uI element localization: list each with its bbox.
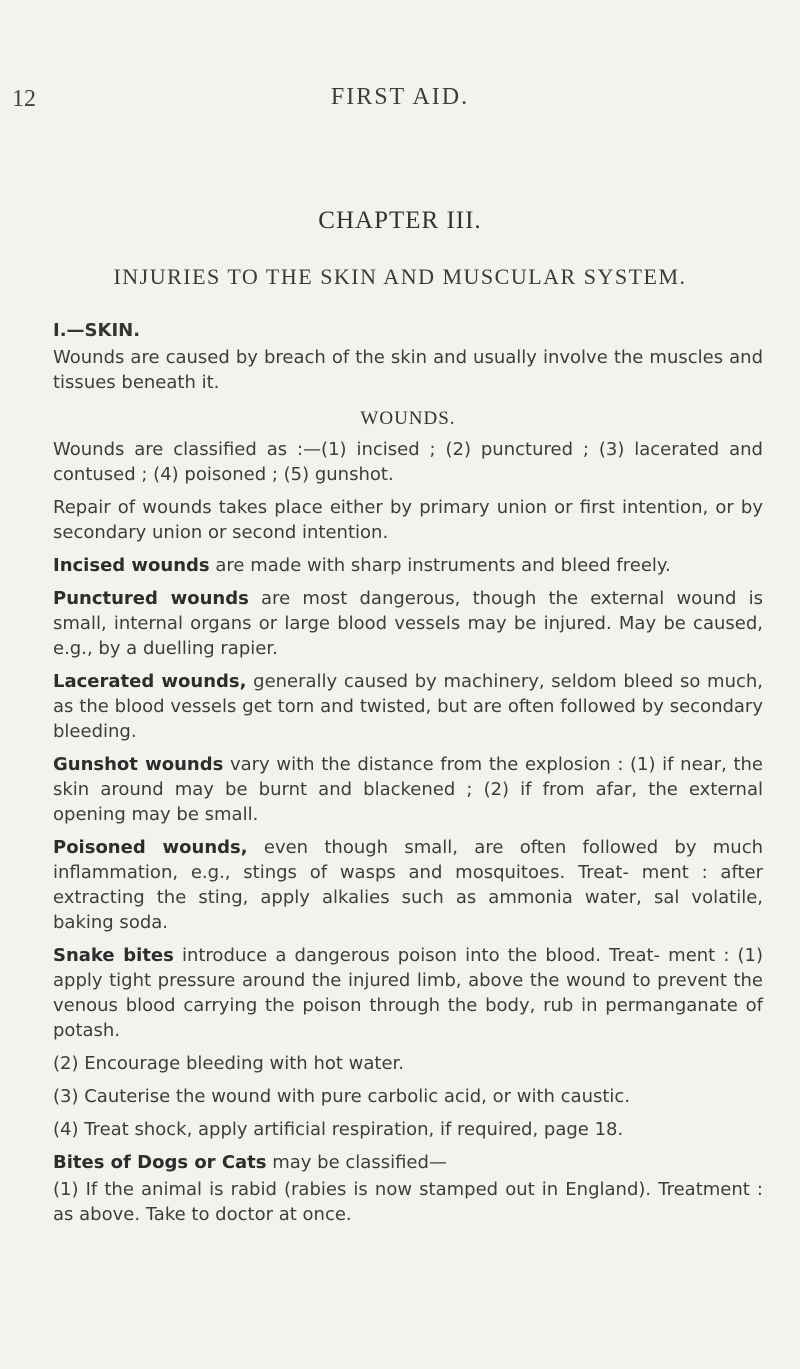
body-text (53, 318, 763, 1235)
paragraph-bites-1: (1) If the animal is rabid (rabies is now stamped out in England). Treatment : as above. Take to doctor at once. (53, 1179, 763, 1225)
text-snake: introduce a dangerous poison into the blood. Treat- ment : (1) apply tight pressure around the injured limb, above the wound to prevent the venous blood carrying the poison through the body, rub in permanganate of potash. (53, 945, 764, 1041)
chapter-subtitle: INJURIES TO THE SKIN AND MUSCULAR SYSTEM. (113, 264, 687, 289)
paragraph-incised (53, 553, 763, 578)
text-punctured: are most dangerous, though the external wound is small, internal organs or large blood vessels may be injured. May be caused, e.g., by a duelling rapier. (53, 588, 764, 659)
paragraph-skin-intro: Wounds are caused by breach of the skin and usually involve the muscles and tissues beneath it. (53, 347, 763, 393)
paragraph-gunshot (53, 752, 763, 827)
lead-gunshot: Gunshot wounds (53, 754, 224, 775)
text-bites: may be classified— (266, 1152, 447, 1173)
lead-lacerated: Lacerated wounds, (53, 671, 247, 692)
section-heading-wounds: WOUNDS. (360, 408, 456, 429)
paragraph-bites (53, 1150, 763, 1175)
paragraph-poisoned (53, 835, 763, 935)
lead-snake: Snake bites (53, 945, 174, 966)
text-poisoned: even though small, are often followed by much inflammation, e.g., stings of wasps and mosquitoes. Treat- ment : after extracting the sting, apply alkalies such as ammonia water, sal volatile, baking soda. (53, 837, 764, 933)
paragraph-snake-2: (2) Encourage bleeding with hot water. (53, 1053, 404, 1074)
section-heading-skin: I.—SKIN. (53, 320, 141, 341)
lead-bites: Bites of Dogs or Cats (53, 1152, 267, 1173)
text-incised: are made with sharp instruments and bleed freely. (209, 555, 671, 576)
lead-incised: Incised wounds (53, 555, 210, 576)
paragraph-lacerated (53, 669, 763, 744)
text-gunshot: vary with the distance from the explosion : (1) if near, the skin around may be burnt and blackened ; (2) if from afar, the external opening may be small. (53, 754, 763, 825)
text-lacerated: generally caused by machinery, seldom bleed so much, as the blood vessels get torn and twisted, but are often followed by secondary bleeding. (53, 671, 764, 742)
paragraph-snake-3: (3) Cauterise the wound with pure carbolic acid, or with caustic. (53, 1086, 631, 1107)
paragraph-snake-4: (4) Treat shock, apply artificial respiration, if required, page 18. (53, 1119, 624, 1140)
paragraph-repair: Repair of wounds takes place either by primary union or first intention, or by secondary union or second intention. (53, 497, 763, 543)
paragraph-snake (53, 943, 763, 1043)
paragraph-punctured (53, 586, 763, 661)
page-number: 12 (12, 86, 36, 112)
running-head: FIRST AID. (330, 84, 470, 110)
paragraph-classification: Wounds are classified as :—(1) incised ; (2) punctured ; (3) lacerated and contused ; (4) poisoned ; (5) gunshot. (53, 439, 763, 485)
chapter-title: CHAPTER III. (318, 207, 482, 234)
lead-punctured: Punctured wounds (53, 588, 249, 609)
lead-poisoned: Poisoned wounds, (53, 837, 248, 858)
